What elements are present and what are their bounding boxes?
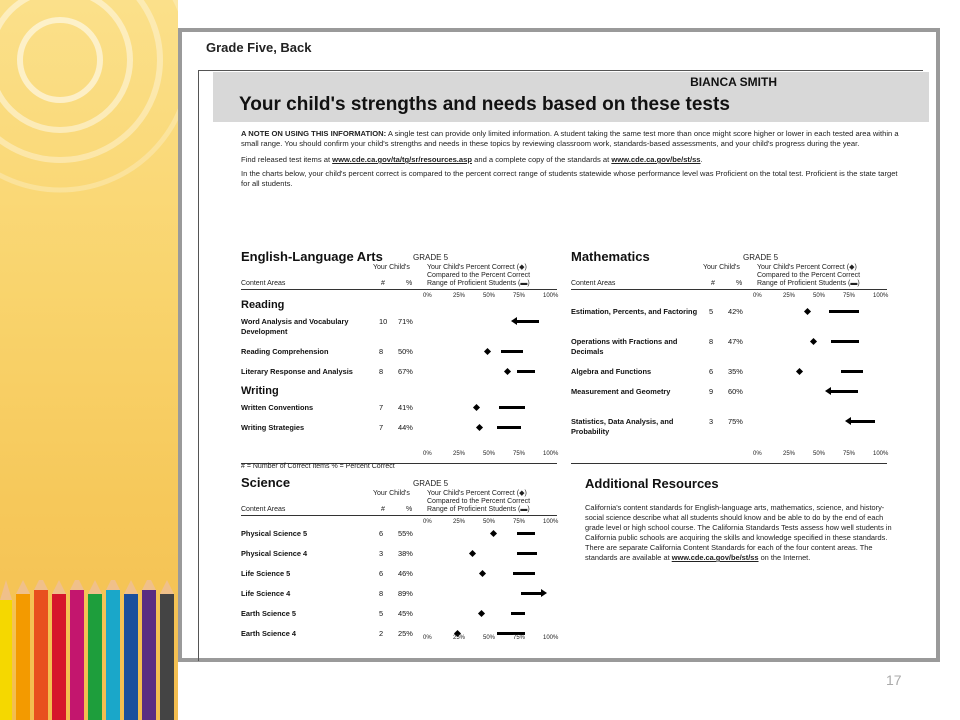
correct-items-count: 7 — [379, 423, 384, 432]
axis-tick-label: 75% — [513, 451, 526, 457]
grade-label: GRADE 5 — [413, 253, 449, 262]
axis-tick-label: 50% — [813, 293, 826, 299]
col-content-areas: Content Areas — [571, 280, 616, 287]
axis-tick-label: 25% — [453, 519, 466, 525]
axis-tick-label: 50% — [483, 293, 496, 299]
axis-tick-label: 25% — [783, 293, 796, 299]
report-headline: Your child's strengths and needs based on these tests — [239, 94, 730, 115]
resources-body: California's content standards for English-language arts, mathematics, science, and history-social science describe what all students should know and be able to do by the end of each grade level or high school course. The California Standards Tests assess how well students in California public schools are acquiring the skills and knowledge specified in these standards. There are separate California Content Standards for each of the four content areas. The standards are available at — [585, 503, 892, 562]
section-title: English-Language Arts — [241, 249, 383, 264]
correct-items-count: 6 — [709, 367, 714, 376]
content-area-label: Reading Comprehension — [241, 347, 329, 356]
axis-tick-label: 75% — [513, 293, 526, 299]
resources-body-end: on the Internet. — [758, 553, 811, 562]
percent-correct: 42% — [728, 307, 743, 316]
subgroup-title: Writing — [241, 385, 279, 397]
correct-items-count: 8 — [709, 337, 714, 346]
axis-tick-label: 100% — [543, 451, 559, 457]
correct-items-count: 5 — [379, 609, 384, 618]
percent-correct: 25% — [398, 629, 413, 638]
axis-tick-label: 0% — [423, 293, 432, 299]
proficient-range-bar — [517, 532, 535, 535]
usage-note — [241, 129, 901, 189]
proficient-range-bar — [497, 426, 521, 429]
axis-tick-label: 0% — [423, 451, 432, 457]
note-paragraph-3: In the charts below, your child's percent correct is compared to the percent correct range of students statewide whose performance level was Proficient on the total test. Proficient is the state target for all students. — [241, 169, 898, 188]
axis-tick-label: 100% — [873, 451, 889, 457]
standards-link[interactable]: www.cde.ca.gov/be/st/ss — [611, 155, 701, 164]
col-content-areas: Content Areas — [241, 506, 286, 513]
note-paragraph-2a: Find released test items at — [241, 155, 333, 164]
col-your-childs: Your Child's — [373, 264, 410, 271]
content-area-label: Physical Science 5 — [241, 529, 308, 538]
content-area-label: Earth Science 5 — [241, 609, 297, 618]
correct-items-count: 8 — [379, 589, 384, 598]
report-frame — [178, 28, 940, 662]
child-score-diamond — [810, 338, 817, 345]
note-paragraph-2b: and a complete copy of the standards at — [472, 155, 612, 164]
axis-tick-label: 25% — [453, 293, 466, 299]
col-pct: % — [736, 280, 743, 287]
student-report — [182, 32, 936, 658]
resources-text — [585, 503, 903, 563]
percent-correct: 45% — [398, 609, 413, 618]
content-area-label: Life Science 4 — [241, 589, 291, 598]
axis-tick-label: 50% — [483, 635, 496, 641]
proficient-range-bar — [831, 390, 857, 393]
header-rule — [571, 289, 887, 290]
content-area-label: Statistics, Data Analysis, and Probability — [571, 417, 674, 436]
compare-header-2: Compared to the Percent Correct — [427, 498, 531, 505]
section-title: Science — [241, 475, 291, 490]
percent-correct: 50% — [398, 347, 413, 356]
axis-tick-label: 50% — [483, 451, 496, 457]
percent-correct: 89% — [398, 589, 413, 598]
content-area-label: Writing Strategies — [241, 423, 305, 432]
percent-correct: 41% — [398, 403, 413, 412]
percent-correct: 67% — [398, 367, 413, 376]
correct-items-count: 6 — [379, 529, 384, 538]
axis-tick-label: 75% — [843, 451, 856, 457]
col-your-childs: Your Child's — [373, 490, 410, 497]
math-bottom-rule — [571, 463, 887, 464]
child-score-diamond — [473, 404, 480, 411]
axis-tick-label: 75% — [513, 635, 526, 641]
child-score-diamond — [477, 610, 484, 617]
correct-items-count: 5 — [709, 307, 714, 316]
compare-header-3: Range of Proficient Students (▬) — [427, 280, 530, 287]
child-score-diamond — [504, 368, 511, 375]
content-area-label: Estimation, Percents, and Factoring — [571, 307, 698, 316]
col-content-areas: Content Areas — [241, 280, 286, 287]
child-score-diamond — [469, 550, 476, 557]
content-area-label: Algebra and Functions — [571, 367, 652, 376]
proficient-range-bar — [851, 420, 875, 423]
axis-tick-label: 25% — [453, 635, 466, 641]
resources-title: Additional Resources — [585, 476, 719, 491]
content-area-label: Written Conventions — [241, 403, 314, 412]
axis-tick-label: 50% — [813, 451, 826, 457]
colored-pencils-illustration — [0, 580, 178, 720]
proficient-range-bar — [829, 310, 859, 313]
subgroup-title: Reading — [241, 299, 285, 311]
header-rule — [241, 289, 557, 290]
axis-tick-label: 0% — [423, 519, 432, 525]
content-area-label: Life Science 5 — [241, 569, 291, 578]
proficient-range-bar — [517, 552, 537, 555]
child-score-diamond — [795, 368, 802, 375]
percent-correct: 35% — [728, 367, 743, 376]
child-score-arrow — [511, 317, 517, 325]
axis-tick-label: 75% — [513, 519, 526, 525]
percent-correct: 46% — [398, 569, 413, 578]
correct-items-count: 3 — [379, 549, 384, 558]
col-pct: % — [406, 280, 413, 287]
child-score-arrow — [845, 417, 851, 425]
child-score-diamond — [479, 570, 486, 577]
child-score-arrow — [825, 387, 831, 395]
percent-correct: 60% — [728, 387, 743, 396]
report-page — [198, 70, 923, 661]
percent-correct: 71% — [398, 317, 413, 326]
note-lead: A NOTE ON USING THIS INFORMATION: — [241, 129, 387, 138]
compare-header-1: Your Child's Percent Correct (◆) — [757, 264, 857, 271]
col-num: # — [711, 280, 715, 287]
axis-tick-label: 75% — [843, 293, 856, 299]
correct-items-count: 2 — [379, 629, 384, 638]
percent-correct: 47% — [728, 337, 743, 346]
content-area-label: Measurement and Geometry — [571, 387, 671, 396]
col-pct: % — [406, 506, 413, 513]
axis-tick-label: 25% — [453, 451, 466, 457]
axis-tick-label: 100% — [873, 293, 889, 299]
proficient-range-bar — [499, 406, 525, 409]
proficient-range-bar — [513, 572, 535, 575]
correct-items-count: 10 — [379, 317, 388, 326]
percent-correct: 75% — [728, 417, 743, 426]
ela-footnote: # = Number of Correct Items % = Percent Correct — [241, 463, 395, 470]
proficient-range-bar — [517, 370, 535, 373]
doc-label: Grade Five, Back — [206, 40, 312, 55]
percent-correct: 38% — [398, 549, 413, 558]
slide-page-number: 17 — [886, 672, 902, 688]
content-area-label: Earth Science 4 — [241, 629, 297, 638]
correct-items-count: 6 — [379, 569, 384, 578]
proficient-range-bar — [831, 340, 859, 343]
correct-items-count: 8 — [379, 367, 384, 376]
correct-items-count: 3 — [709, 417, 714, 426]
grade-label: GRADE 5 — [413, 479, 449, 488]
axis-tick-label: 50% — [483, 519, 496, 525]
compare-header-2: Compared to the Percent Correct — [757, 272, 861, 279]
compare-header-3: Range of Proficient Students (▬) — [427, 506, 530, 513]
header-rule — [241, 515, 557, 516]
child-score-arrow — [541, 589, 547, 597]
percent-correct: 55% — [398, 529, 413, 538]
grade-label: GRADE 5 — [743, 253, 779, 262]
col-num: # — [381, 506, 385, 513]
correct-items-count: 7 — [379, 403, 384, 412]
compare-header-1: Your Child's Percent Correct (◆) — [427, 264, 527, 271]
proficient-range-bar — [517, 320, 539, 323]
col-num: # — [381, 280, 385, 287]
content-area-label: Word Analysis and Vocabulary Development — [241, 317, 349, 336]
axis-tick-label: 0% — [753, 293, 762, 299]
proficient-range-bar — [521, 592, 541, 595]
compare-header-2: Compared to the Percent Correct — [427, 272, 531, 279]
header-banner — [213, 72, 929, 122]
correct-items-count: 9 — [709, 387, 714, 396]
compare-header-3: Range of Proficient Students (▬) — [757, 280, 860, 287]
note-paragraph-2c: . — [700, 155, 703, 164]
child-score-diamond — [476, 424, 483, 431]
compare-header-1: Your Child's Percent Correct (◆) — [427, 490, 527, 497]
axis-tick-label: 100% — [543, 293, 559, 299]
percent-correct: 44% — [398, 423, 413, 432]
released-items-link[interactable]: www.cde.ca.gov/ta/tg/sr/resources.asp — [332, 155, 473, 164]
child-score-diamond — [489, 530, 496, 537]
content-area-label: Operations with Fractions and Decimals — [571, 337, 678, 356]
axis-tick-label: 25% — [783, 451, 796, 457]
content-area-label: Physical Science 4 — [241, 549, 308, 558]
child-score-diamond — [483, 348, 490, 355]
axis-tick-label: 0% — [753, 451, 762, 457]
col-your-childs: Your Child's — [703, 264, 740, 271]
student-name: BIANCA SMITH — [690, 75, 777, 89]
axis-tick-label: 100% — [543, 519, 559, 525]
proficient-range-bar — [841, 370, 863, 373]
content-area-label: Literary Response and Analysis — [241, 367, 353, 376]
note-paragraph-1: A single test can provide only limited information. A student taking the same test more than once might score higher or lower in each tested area within a small range. You should confirm your child's strengths and needs in these topics by reviewing classroom work, standards-based assessments, and your child's progress during the year. — [241, 129, 899, 148]
correct-items-count: 8 — [379, 347, 384, 356]
resources-link[interactable]: www.cde.ca.gov/be/st/ss — [671, 553, 759, 562]
axis-tick-label: 100% — [543, 635, 559, 641]
proficient-range-bar — [511, 612, 525, 615]
section-title: Mathematics — [571, 249, 650, 264]
proficient-range-bar — [501, 350, 523, 353]
child-score-diamond — [804, 308, 811, 315]
axis-tick-label: 0% — [423, 635, 432, 641]
